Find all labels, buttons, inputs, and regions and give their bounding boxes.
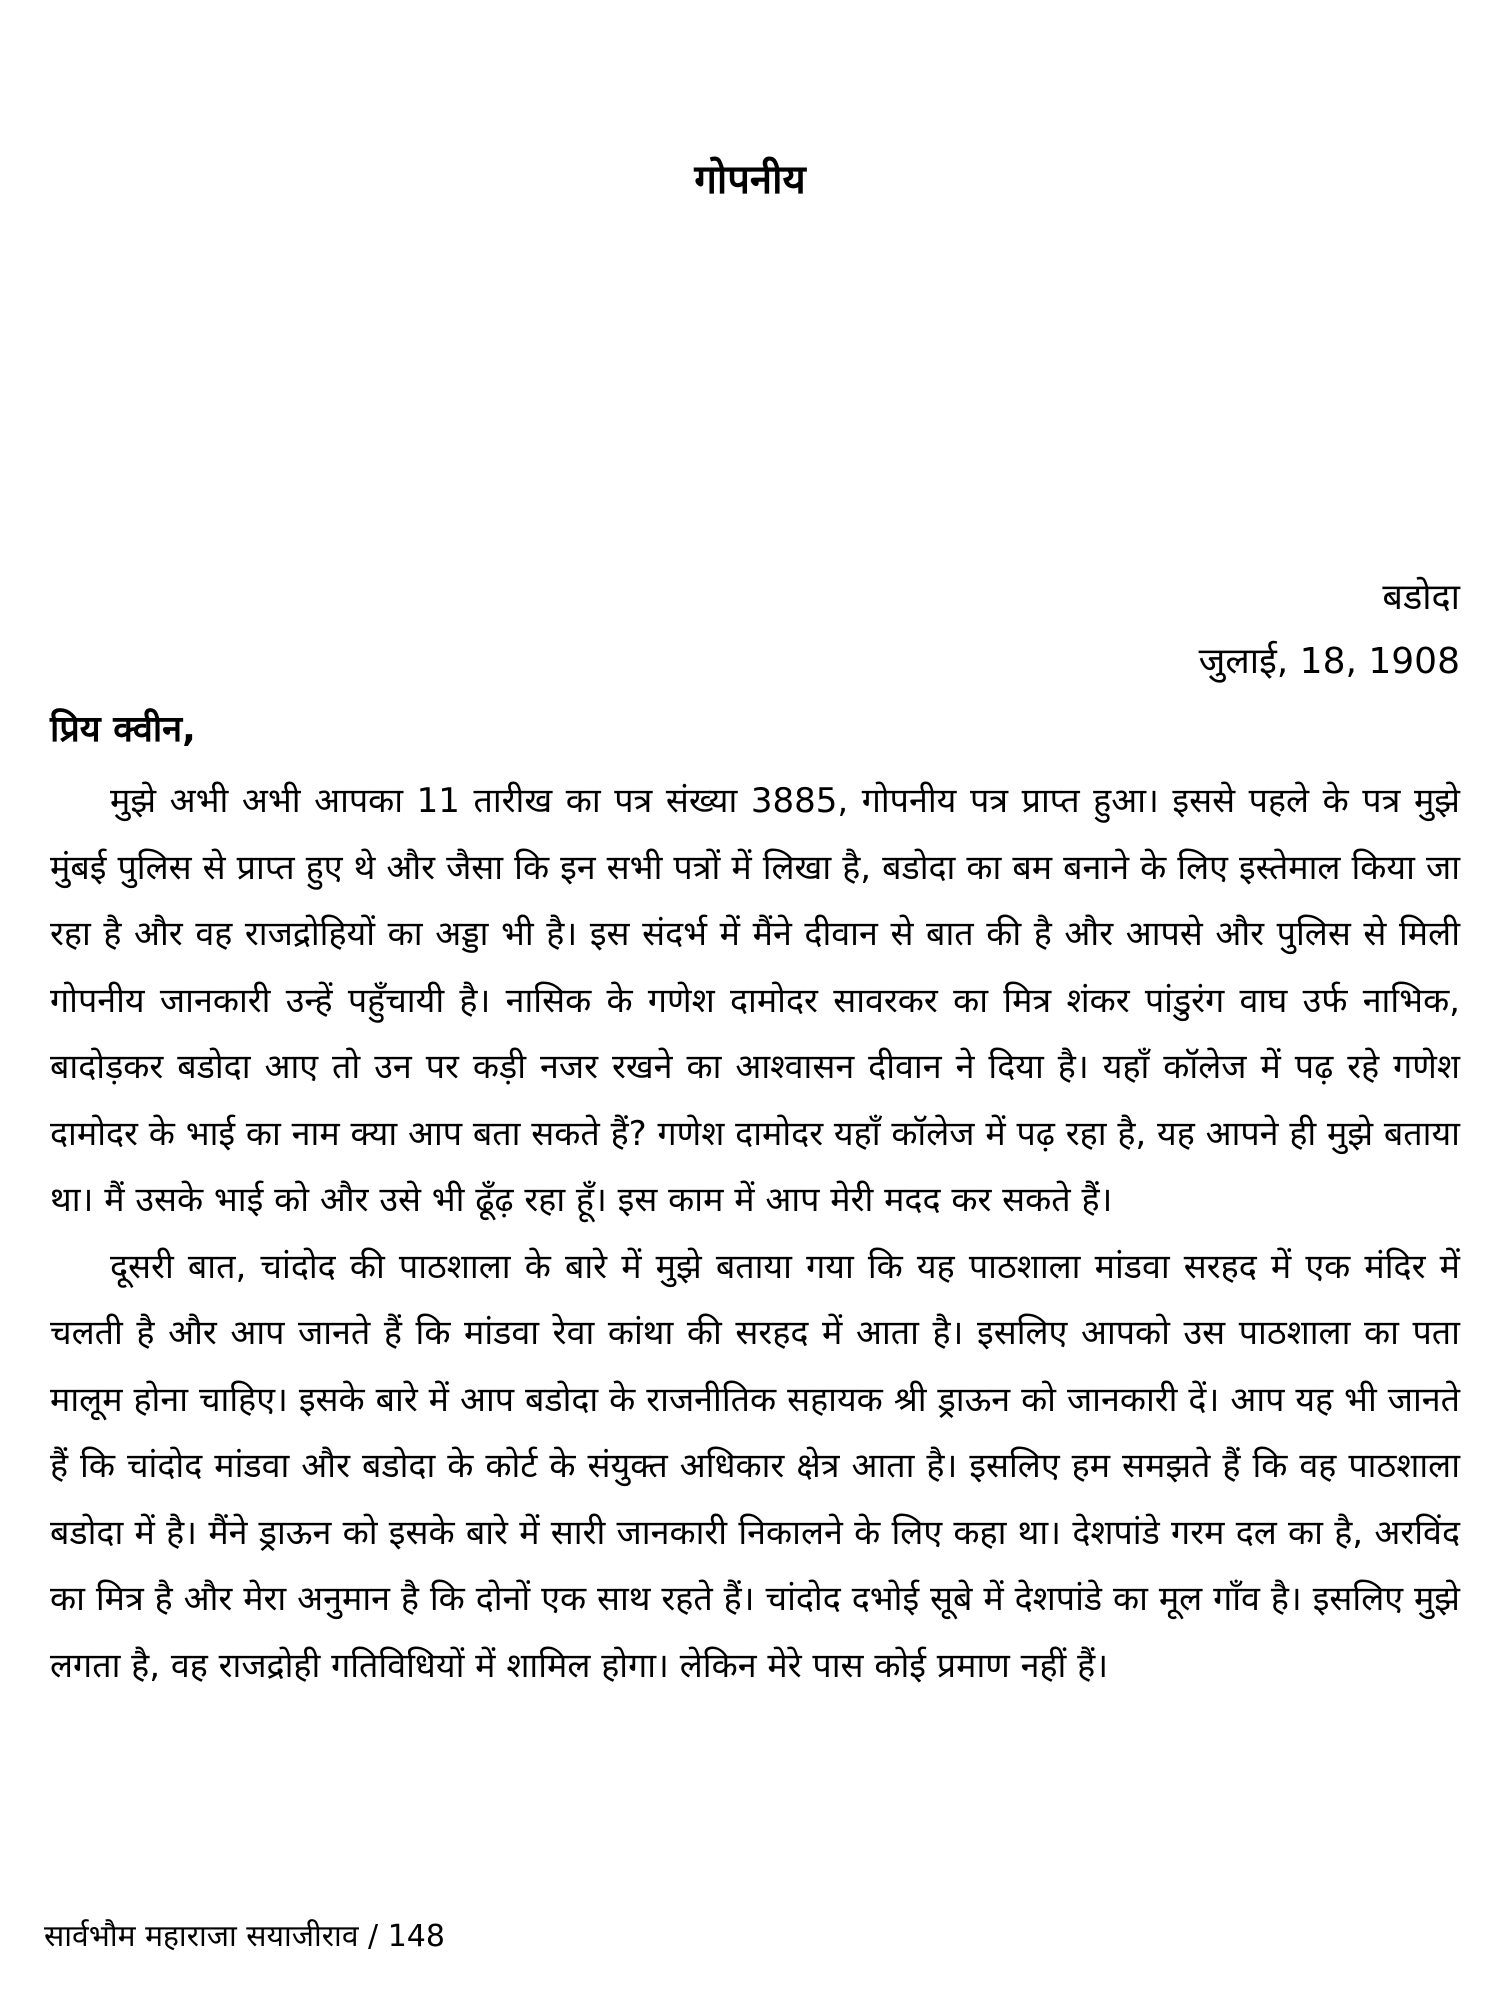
letter-date: जुलाई, 18, 1908 xyxy=(1198,641,1460,682)
paragraph-1: मुझे अभी अभी आपका 11 तारीख का पत्र संख्या 3885, गोपनीय पत्र प्राप्त हुआ। इससे पहले के पत्र मुझे मुंबई पुलिस से प्राप्त हुए थे और जैसा कि इन सभी पत्रों में लिखा है, बडोदा का बम बनाने के लिए इस्तेमाल किया जा रहा है और वह राजद्रोहियों का अड्डा भी है। इस संदर्भ में मैंने दीवान से बात की है और आपसे और पुलिस से मिली गोपनीय जानकारी उन्हें पहुँचायी है। नासिक के गणेश दामोदर सावरकर का मित्र शंकर पांडुरंग वाघ उर्फ नाभिक, बादोड़कर बडोदा आए तो उन पर कड़ी नजर रखने का आश्वासन दीवान ने दिया है। यहाँ कॉलेज में पढ़ रहे गणेश दामोदर के भाई का नाम क्या आप बता सकते हैं? गणेश दामोदर यहाँ कॉलेज में पढ़ रहा है, यह आपने ही मुझे बताया था। मैं उसके भाई को और उसे भी ढूँढ़ रहा हूँ। इस काम में आप मेरी मदद कर सकते हैं। xyxy=(50,781,1460,1220)
letter-place: बडोदा xyxy=(1382,577,1460,618)
letter-salutation: प्रिय क्वीन, xyxy=(50,709,196,750)
paragraph-2: दूसरी बात, चांदोद की पाठशाला के बारे में मुझे बताया गया कि यह पाठशाला मांडवा सरहद में एक मंदिर में चलती है और आप जानते हैं कि मांडवा रेवा कांथा की सरहद में आता है। इसलिए आपको उस पाठशाला का पता मालूम होना चाहिए। इसके बारे में आप बडोदा के राजनीतिक सहायक श्री ड्राऊन को जानकारी दें। आप यह भी जानते हैं कि चांदोद मांडवा और बडोदा के कोर्ट के संयुक्त अधिकार क्षेत्र आता है। इसलिए हम समझते हैं कि वह पाठशाला बडोदा में है। मैंने ड्राऊन को इसके बारे में सारी जानकारी निकालने के लिए कहा था। देशपांडे गरम दल का है, अरविंद का मित्र है और मेरा अनुमान है कि दोनों एक साथ रहते हैं। चांदोद दभोई सूबे में देशपांडे का मूल गाँव है। इसलिए मुझे लगता है, वह राजद्रोही गतिविधियों में शामिल होगा। लेकिन मेरे पास कोई प्रमाण नहीं हैं। xyxy=(50,1246,1460,1686)
page-footer: सार्वभौम महाराजा सयाजीराव / 148 xyxy=(44,1919,445,1954)
letter-body xyxy=(50,768,1460,1699)
page-title: गोपनीय xyxy=(694,157,806,203)
